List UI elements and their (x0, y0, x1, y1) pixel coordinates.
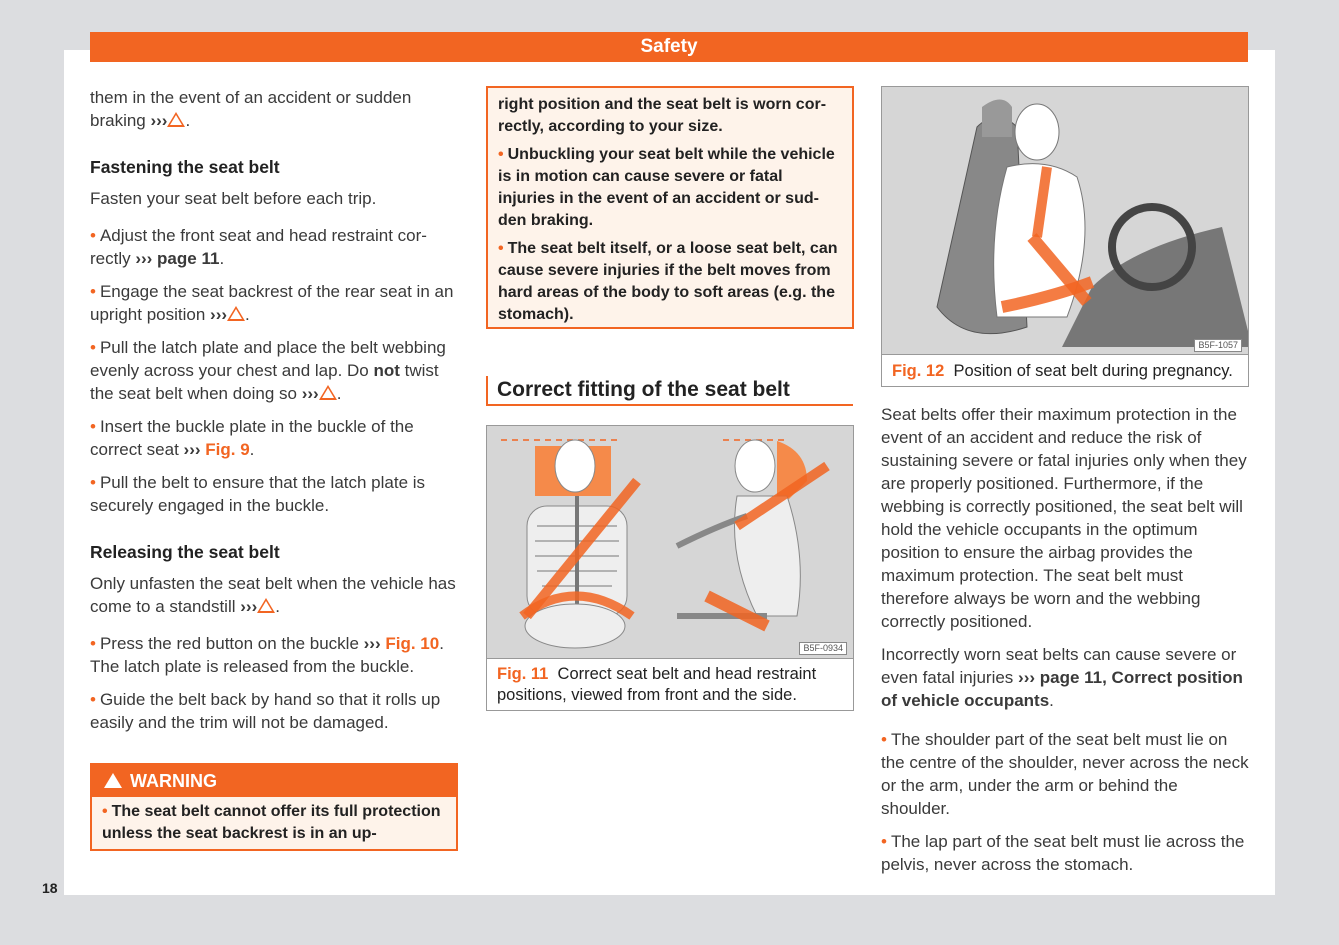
figure-11-label: Fig. 11 (497, 665, 549, 683)
warning-icon (257, 598, 275, 613)
text: . (336, 384, 342, 403)
right-paragraph-2 (881, 643, 1251, 712)
figure-11-caption (497, 664, 845, 706)
list-item-text: The shoulder part of the seat belt must lie on the centre of the shoulder, never across the neck or the arm, under the arm or behind the shoulder. (881, 730, 1249, 818)
text: Incorrectly worn seat belts can cause severe or even fatal injuries (881, 645, 1237, 687)
warning-icon (104, 773, 122, 788)
heading-fastening: Fastening the seat belt (90, 157, 280, 177)
figure-12-code: B5F-1057 (1194, 339, 1242, 352)
warning-text-content: The seat belt cannot offer its full protection unless the seat backrest is in an up- (102, 803, 441, 842)
warning-title: WARNING (130, 771, 217, 791)
bullet-icon: • (90, 634, 96, 653)
figure-link[interactable]: Fig. 9 (200, 440, 250, 459)
warning-item: • Unbuckling your seat belt while the vehicle is in motion can cause severe or fatal injuries in the event of an accident or sudden braking. (498, 146, 835, 229)
bullet-icon: • (90, 473, 96, 492)
reference-arrow-icon: ››› (135, 249, 153, 268)
text: twist the seat belt when doing so (90, 361, 439, 403)
figure-11-code: B5F-0934 (799, 642, 847, 655)
left-column (90, 86, 460, 744)
figure-12-label: Fig. 12 (892, 362, 945, 380)
list-item (90, 632, 460, 678)
text: . (219, 249, 225, 268)
heading-releasing: Releasing the seat belt (90, 542, 280, 562)
pregnancy-seat-belt-illustration (882, 87, 1248, 354)
warning-icon (319, 385, 337, 400)
fasten-list (90, 224, 460, 517)
figure-11 (486, 425, 854, 711)
reference-arrow-icon: ››› (210, 305, 228, 324)
list-item (90, 224, 460, 270)
list-item (90, 280, 460, 326)
warning-item: • The seat belt itself, or a loose seat belt, can cause severe injuries if the belt moves from hard areas of the body to soft areas (e.g. the stomach). (498, 240, 838, 323)
bold-text[interactable]: page 11 (152, 249, 220, 268)
warning-box-continued (486, 86, 854, 329)
reference-arrow-icon: ››› (363, 634, 381, 653)
bullet-icon: • (90, 417, 96, 436)
fasten-intro: Fasten your seat belt before each trip. (90, 189, 377, 208)
text: . (249, 440, 255, 459)
text: . (245, 305, 250, 324)
text: Engage the seat backrest of the rear seat in an upright position (90, 282, 454, 324)
text: Press the red button on the buckle (99, 634, 364, 653)
text: . (275, 597, 280, 616)
release-intro (90, 572, 460, 618)
list-item (90, 415, 460, 461)
bullet-icon: • (90, 338, 96, 357)
release-list (90, 632, 460, 734)
text: . (1049, 691, 1054, 710)
figure-11-caption-text: Correct seat belt and head restraint positions, viewed from front and the side. (497, 665, 817, 704)
section-header: Safety (90, 32, 1248, 62)
reference-arrow-icon: ››› (1018, 668, 1036, 687)
figure-12-caption (892, 361, 1240, 382)
text: Only unfasten the seat belt when the vehicle has come to a standstill (90, 574, 456, 616)
list-item (90, 336, 460, 405)
right-column (881, 403, 1251, 886)
warning-icon (167, 112, 185, 127)
figure-12-caption-text: Position of seat belt during pregnancy. (953, 362, 1233, 380)
bullet-icon: • (90, 226, 96, 245)
figure-12 (881, 86, 1249, 387)
warning-item-text: The seat belt itself, or a loose seat belt, can cause severe injuries if the belt moves from hard areas of the body to soft areas (e.g. the stomach). (498, 240, 838, 323)
seat-belt-skeleton-illustration (487, 426, 853, 658)
text: . (185, 111, 191, 130)
figure-11-illustration (487, 426, 853, 659)
list-item (90, 471, 460, 517)
list-item (90, 688, 460, 734)
reference-arrow-icon: ››› (150, 111, 168, 130)
intro-paragraph (90, 86, 460, 132)
warning-header (92, 765, 456, 797)
list-item: • The lap part of the seat belt must lie across the pelvis, never across the stomach. (881, 832, 1245, 874)
warning-icon (227, 306, 245, 321)
text: Insert the buckle plate in the buckle of the correct seat (90, 417, 414, 459)
figure-link[interactable]: Fig. 10 (380, 634, 440, 653)
warning-text: • The seat belt cannot offer its full protection unless the seat backrest is in an up- (102, 803, 441, 842)
reference-arrow-icon: ››› (301, 384, 319, 403)
list-item-text: The lap part of the seat belt must lie across the pelvis, never across the stomach. (881, 832, 1245, 874)
figure-12-illustration (882, 87, 1248, 355)
reference-arrow-icon: ››› (183, 440, 201, 459)
text: Pull the latch plate and place the belt webbing evenly across your chest and lap. Do (90, 338, 446, 380)
bold-text: not (373, 361, 400, 380)
bullet-icon: • (90, 690, 96, 709)
text: Guide the belt back by hand so that it rolls up easily and the trim will not be damaged. (90, 690, 441, 732)
text: Pull the belt to ensure that the latch plate is securely engaged in the buckle. (90, 473, 426, 515)
text: . The latch plate is released from the buckle. (90, 634, 444, 676)
list-item: • The shoulder part of the seat belt must lie on the centre of the shoulder, never across the neck or the arm, under the arm or behind the shoulder. (881, 730, 1249, 818)
reference-arrow-icon: ››› (240, 597, 258, 616)
bold-text[interactable]: page 11, Correct position of vehicle occupants (881, 668, 1243, 710)
bullet-icon: • (90, 282, 96, 301)
warning-item-text: Unbuckling your seat belt while the vehicle is in motion can cause severe or fatal injuries in the event of an accident or sudden braking. (498, 146, 835, 229)
page-number: 18 (42, 880, 58, 896)
right-paragraph-1: Seat belts offer their maximum protection in the event of an accident and reduce the risk of sustaining severe or fatal injuries only when they are properly positioned. Furthermore, if the webbing is correctly positioned, the seat belt will hold the vehicle occupants in the optimum position to ensure the airbag provides the maximum protection. The seat belt must therefore always be worn and the webbing correctly positioned. (881, 405, 1247, 631)
text: Adjust the front seat and head restraint correctly (90, 226, 427, 268)
warning-cont-text: right position and the seat belt is worn correctly, according to your size. (498, 96, 827, 135)
section-title: Correct fitting of the seat belt (486, 376, 853, 406)
text: them in the event of an accident or sudden braking (90, 88, 412, 130)
warning-box (90, 763, 458, 851)
